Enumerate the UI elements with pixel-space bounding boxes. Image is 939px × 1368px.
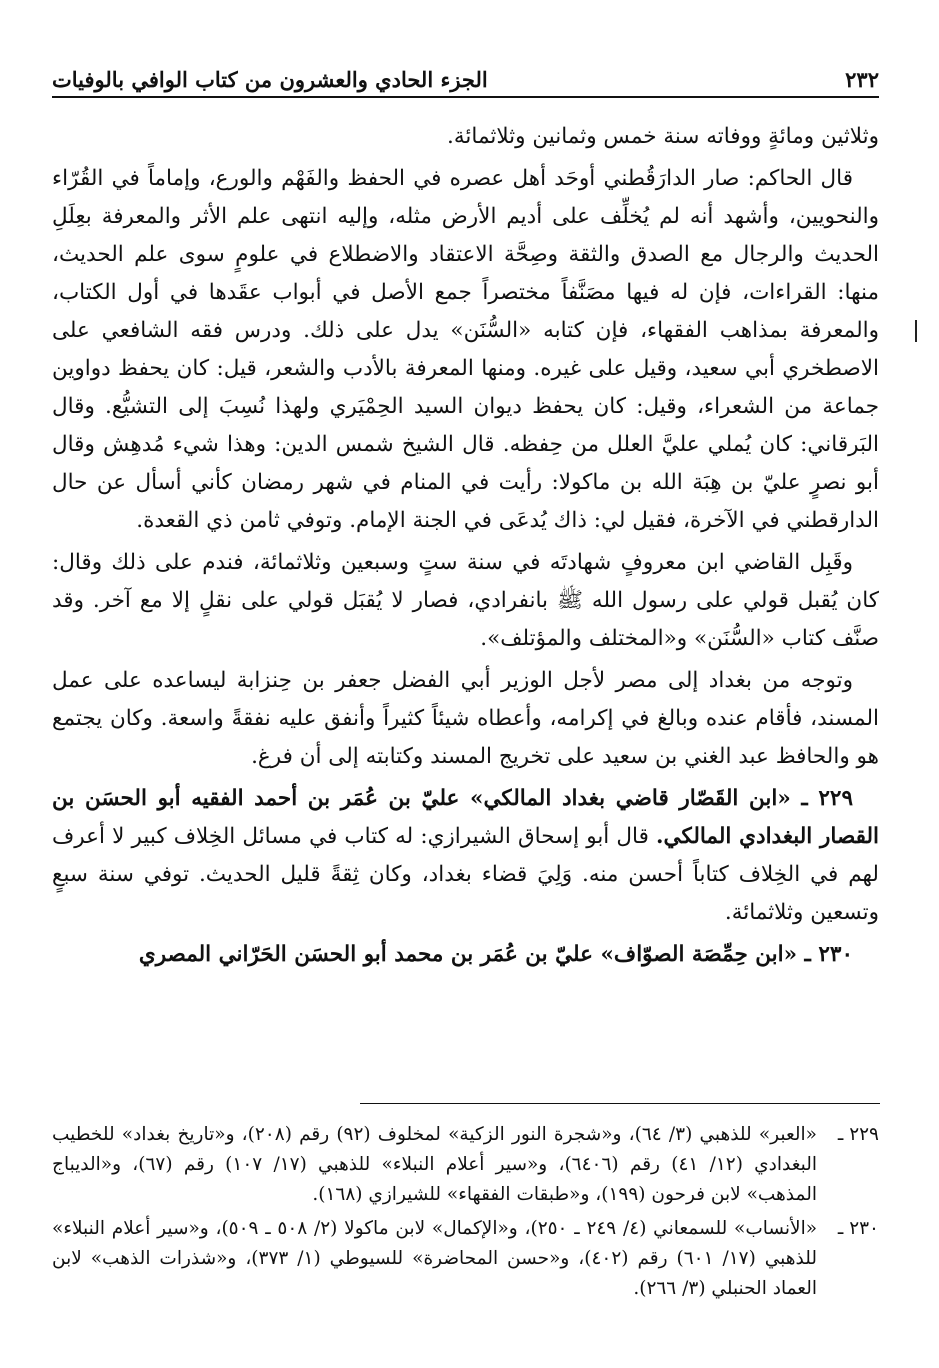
footnote-divider xyxy=(360,1103,880,1104)
running-title: الجزء الحادي والعشرون من كتاب الوافي بالوفيات xyxy=(52,67,488,92)
entry-229-heading: ٢٢٩ ـ «ابن القَصّار قاضي بغداد المالكي» عليّ بن عُمَر بن أحمد الفقيه أبو الحسَن بن القصار البغدادي المالكي. xyxy=(52,786,880,849)
paragraph-4: وتوجه من بغداد إلى مصر لأجل الوزير أبي الفضل جعفر بن حِنزابة ليساعده على عمل المسند، فأقام عنده وبالغ في إكرامه، وأعطاه شيئاً كثيراً وأنفق عليه نفقةً واسعة. وكان يجتمع هو والحافظ عبد الغني بن سعيد على تخريج المسند وكتابته إلى أن فرغ. xyxy=(52,668,879,769)
footnote-text: «العبر» للذهبي (٣/ ٦٤)، و«شجرة النور الزكية» لمخلوف (٩٢) رقم (٢٠٨)، و«تاريخ بغداد» للخطيب البغدادي (١٢/ ٤١) رقم (٦٤٠٦)، و«سير أعلام النبلاء» للذهبي (١٧/ ١٠٧) رقم (٦٧)، و«الديباج المذهب» لابن فرحون (١٩٩)، و«طبقات الفقهاء» للشيرازي (١٦٨). xyxy=(52,1124,818,1205)
footnote-text: «الأنساب» للسمعاني (٤/ ٢٤٩ ـ ٢٥٠)، و«الإكمال» لابن ماكولا (٢/ ٥٠٨ ـ ٥٠٩)، و«سير أعلام النبلاء» للذهبي (١٧/ ٦٠١) رقم (٤٠٢)، و«حسن المحاضرة» للسيوطي (١/ ٣٧٣)، و«شذرات الذهب» لابن العماد الحنبلي (٣/ ٢٦٦). xyxy=(52,1218,818,1299)
paragraph-3: وقَبِل القاضي ابن معروفٍ شهادتَه في سنة ستٍ وسبعين وثلاثمائة، فندم على ذلك وقال: كان يُقبل قولي على رسول الله ﷺ بانفرادي، فصار لا يُقبَل قولي على نقلٍ إلا مع آخر. وقد صنَّف كتاب «السُّنَن» و«المختلف والمؤتلف». xyxy=(52,550,879,651)
footnote-229 xyxy=(52,1120,879,1210)
footnotes xyxy=(52,1120,879,1308)
main-text xyxy=(52,118,879,978)
paragraph-2: قال الحاكم: صار الدارَقُطني أوحَد أهل عصره في الحفظ والفَهْم والورع، وإماماً في القُرّاء والنحويين، وأشهد أنه لم يُخلِّف على أديم الأرض مثله، وإليه انتهى علم الأثر والمعرفة بعِلَلِ الحديث والرجال مع الصدق والثقة وصِحَّة الاعتقاد والاضطلاع في علومٍ سوى علم الحديث، منها: القراءات، فإن له فيها مصَنَّفاً مختصراً جمع الأصل في أبواب عقَدها في أول الكتاب، والمعرفة بمذاهب الفقهاء، فإن كتابه «السُّنَن» يدل على ذلك. ودرس فقه الشافعي على الاصطخري أبي سعيد، وقيل على غيره. ومنها المعرفة بالأدب والشعر، قيل: كان يحفظ دواوين جماعة من الشعراء، وقيل: كان يحفظ ديوان السيد الحِمْيَري ولهذا نُسِبَ إلى التشيُّع. وقال البَرقاني: كان يُملي عليَّ العلل من حِفظه. قال الشيخ شمس الدين: وهذا شيء مُدهِش وقال أبو نصرٍ عليّ بن هِبَة الله بن ماكولا: رأيت في المنام في شهر رمضان كأني أسأل عن حال الدارقطني في الآخرة، فقيل لي: ذاك يُدعَى في الجنة الإمام. وتوفي ثامن ذي القعدة. xyxy=(52,166,879,533)
entry-229-text: قال أبو إسحاق الشيرازي: له كتاب في مسائل الخِلاف كبير لا أعرف لهم في الخِلاف كتاباً أحسن منه. وَلِيَ قضاء بغداد، وكان ثِقةً قليل الحديث. توفي سنة سبعٍ وتسعين وثلاثمائة. xyxy=(52,824,879,925)
footnote-number: ٢٢٩ ـ xyxy=(837,1124,879,1145)
entry-229 xyxy=(52,780,879,932)
paragraph-1: وثلاثين ومائةٍ ووفاته سنة خمس وثمانين وثلاثمائة. xyxy=(447,124,879,149)
footnote-number: ٢٣٠ ـ xyxy=(837,1218,879,1239)
footnote-230 xyxy=(52,1214,879,1304)
running-header xyxy=(52,52,879,98)
entry-230-heading: ٢٣٠ ـ «ابن حِمِّصَة الصوّاف» عليّ بن عُمَر بن محمد أبو الحسَن الحَرّاني المصري xyxy=(138,942,853,967)
margin-mark xyxy=(915,320,917,342)
page-number: ٢٣٢ xyxy=(845,67,879,92)
